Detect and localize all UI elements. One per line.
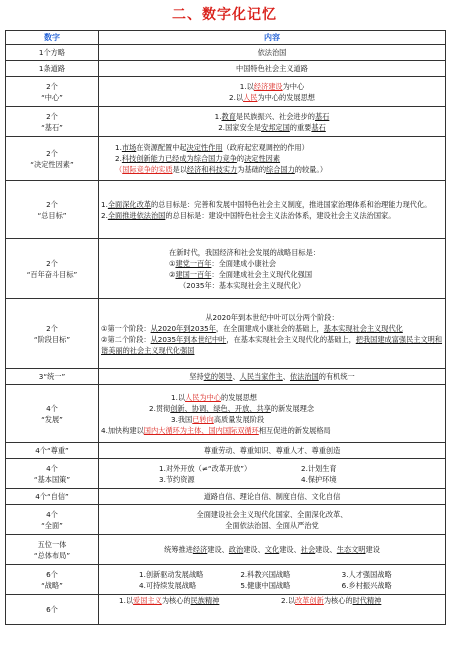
table-row bbox=[6, 181, 446, 239]
table-row bbox=[6, 137, 446, 181]
table-row bbox=[6, 77, 446, 107]
row-label: 五位一体 “总体布局” bbox=[6, 535, 99, 565]
row-content: 1.对外开放（≠“改革开放”） 2.计划生育 3.节约资源 4.保护环境 bbox=[99, 459, 446, 489]
row-label: 1条道路 bbox=[6, 61, 99, 77]
row-content: 1.以经济建设为中心 2.以人民为中心的发展思想 bbox=[99, 77, 446, 107]
row-content: 中国特色社会主义道路 bbox=[99, 61, 446, 77]
row-content: 在新时代，我国经济和社会发展的战略目标是： ①建党一百年：全面建成小康社会 ②建国一百年：全面建成社会主义现代化强国 （2035年：基本实现社会主义现代化） bbox=[99, 239, 446, 299]
row-label: 2个 “中心” bbox=[6, 77, 99, 107]
header-content: 内容 bbox=[99, 31, 446, 45]
table-row bbox=[6, 535, 446, 565]
row-label: 3“统一” bbox=[6, 369, 99, 385]
row-label: 2个 “阶段目标” bbox=[6, 299, 99, 369]
table-header bbox=[6, 31, 446, 45]
row-content: 1.以爱国主义为核心的民族精神 2.以改革创新为核心的时代精神 bbox=[99, 595, 446, 625]
row-content: 全面建设社会主义现代化国家、全面深化改革、 全面依法治国、全面从严治党 bbox=[99, 505, 446, 535]
table-row bbox=[6, 239, 446, 299]
table-row bbox=[6, 489, 446, 505]
row-label: 4个“尊重” bbox=[6, 443, 99, 459]
row-content: 坚持党的领导、人民当家作主、依法治国的有机统一 bbox=[99, 369, 446, 385]
header-number: 数字 bbox=[6, 31, 99, 45]
row-label: 4个 “全面” bbox=[6, 505, 99, 535]
row-label: 2个 “百年奋斗目标” bbox=[6, 239, 99, 299]
table-row bbox=[6, 459, 446, 489]
table-row bbox=[6, 443, 446, 459]
row-content: 1.市场在资源配置中起决定性作用（政府起宏观调控的作用） 2.科技创新能力已经成为综合国力竞争的决定性因素 （国际竞争的实质是以经济和科技实力为基础的综合国力的较量。） bbox=[99, 137, 446, 181]
row-label: 4个“自信” bbox=[6, 489, 99, 505]
table-row bbox=[6, 385, 446, 443]
row-content: 1.创新驱动发展战略 2.科教兴国战略 3.人才强国战略 4.可持续发展战略 5.健康中国战略 6.乡村振兴战略 bbox=[99, 565, 446, 595]
memory-table bbox=[5, 30, 446, 625]
row-content: 1.教育是民族振兴、社会进步的基石 2.国家安全是安邦定国的重要基石 bbox=[99, 107, 446, 137]
row-content: 从2020年到本世纪中叶可以分两个阶段： ①第一个阶段：从2020年到2035年，在全面建成小康社会的基础上，基本实现社会主义现代化 ②第二个阶段：从2035年到本世纪中叶，在基本实现社会主义现代化的基础上，把我国建成富强民主文明和谐美丽的社会主义现代化强国 bbox=[99, 299, 446, 369]
row-content: 1.以人民为中心的发展思想 2.贯彻创新、协调、绿色、开放、共享的新发展理念 3.我国已转向高质量发展阶段 4.加快构建以国内大循环为主体、国内国际双循环相互促进的新发展格局 bbox=[99, 385, 446, 443]
table-row bbox=[6, 595, 446, 625]
table-row bbox=[6, 565, 446, 595]
row-label: 6个 “战略” bbox=[6, 565, 99, 595]
row-content: 尊重劳动、尊重知识、尊重人才、尊重创造 bbox=[99, 443, 446, 459]
row-label: 6个 bbox=[6, 595, 99, 625]
table-row bbox=[6, 369, 446, 385]
row-content: 统筹推进经济建设、政治建设、文化建设、社会建设、生态文明建设 bbox=[99, 535, 446, 565]
row-content: 依法治国 bbox=[99, 45, 446, 61]
row-label: 2个 “决定性因素” bbox=[6, 137, 99, 181]
row-label: 2个 “基石” bbox=[6, 107, 99, 137]
table-row bbox=[6, 299, 446, 369]
page-title: 二、数字化记忆 bbox=[172, 7, 277, 23]
row-content: 1.全面深化改革的总目标是：完善和发展中国特色社会主义制度，推进国家治理体系和治理能力现代化。 2.全面推进依法治国的总目标是：建设中国特色社会主义法治体系，建设社会主义法治国家。 bbox=[99, 181, 446, 239]
table-row bbox=[6, 45, 446, 61]
row-label: 2个 “总目标” bbox=[6, 181, 99, 239]
table-row bbox=[6, 61, 446, 77]
row-label: 4个 “发展” bbox=[6, 385, 99, 443]
row-label: 4个 “基本国策” bbox=[6, 459, 99, 489]
table-row bbox=[6, 505, 446, 535]
table-row bbox=[6, 107, 446, 137]
row-label: 1个方略 bbox=[6, 45, 99, 61]
row-content: 道路自信、理论自信、制度自信、文化自信 bbox=[99, 489, 446, 505]
